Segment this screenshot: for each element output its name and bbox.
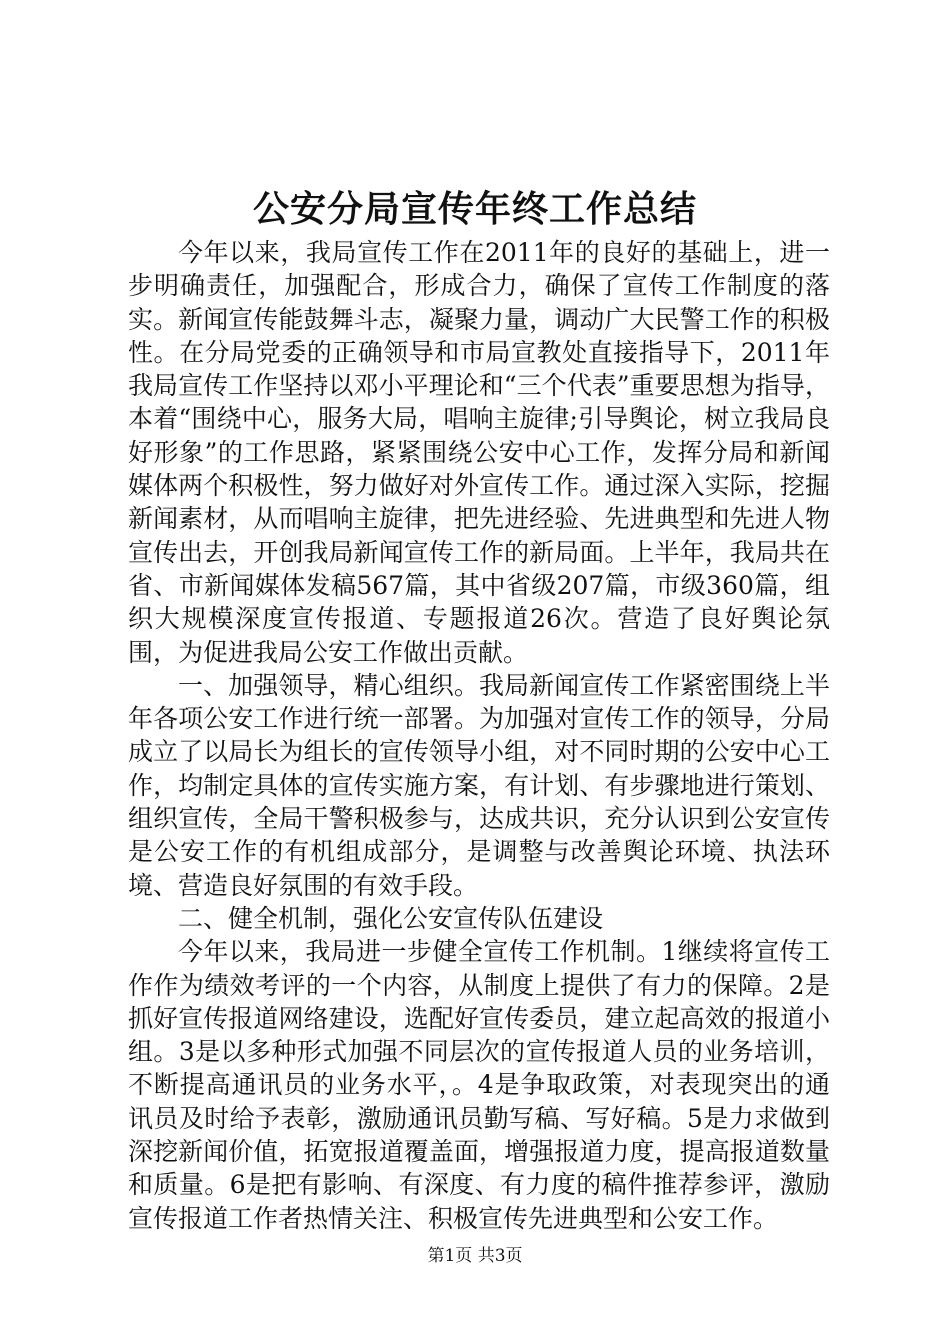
document-title: 公安分局宣传年终工作总结	[252, 188, 697, 230]
paragraph-intro: 今年以来，我局宣传工作在2011年的良好的基础上，进一步明确责任，加强配合，形成合力，确保了宣传工作制度的落实。新闻宣传能鼓舞斗志，凝聚力量，调动广大民警工作的积极性。在分局党委的正确领导和市局宣教处直接指导下，2011年我局宣传工作坚持以邓小平理论和“三个代表”重要思想为指导，本着“围绕中心，服务大局，唱响主旋律;引导舆论，树立我局良好形象”的工作思路，紧紧围绕公安中心工作，发挥分局和新闻媒体两个积极性，努力做好对外宣传工作。通过深入实际，挖掘新闻素材，从而唱响主旋律，把先进经验、先进典型和先进人物宣传出去，开创我局新闻宣传工作的新局面。上半年，我局共在省、市新闻媒体发稿567篇，其中省级207篇，市级360篇，组织大规模深度宣传报道、专题报道26次。营造了良好舆论氛围，为促进我局公安工作做出贡献。	[128, 238, 830, 667]
paragraph-section-one: 一、加强领导，精心组织。我局新闻宣传工作紧密围绕上半年各项公安工作进行统一部署。为加强对宣传工作的领导，分局成立了以局长为组长的宣传领导小组，对不同时期的公安中心工作，均制定具体的宣传实施方案，有计划、有步骤地进行策划、组织宣传，全局干警积极参与，达成共识，充分认识到公安宣传是公安工作的有机组成部分，是调整与改善舆论环境、执法环境、营造良好氛围的有效手段。	[128, 670, 830, 900]
section-heading-two: 二、健全机制，强化公安宣传队伍建设	[178, 903, 604, 933]
paragraph-section-two: 今年以来，我局进一步健全宣传工作机制。1继续将宣传工作作为绩效考评的一个内容，从制度上提供了有力的保障。2是抓好宣传报道网络建设，选配好宣传委员，建立起高效的报道小组。3是以多种形式加强不同层次的宣传报道人员的业务培训，不断提高通讯员的业务水平，。4是争取政策，对表现突出的通讯员及时给予表彰，激励通讯员勤写稿、写好稿。5是力求做到深挖新闻价值，拓宽报道覆盖面，增强报道力度，提高报道数量和质量。6是把有影响、有深度、有力度的稿件推荐参评，激励宣传报道工作者热情关注、积极宣传先进典型和公安工作。	[128, 937, 830, 1233]
document-body	[128, 236, 830, 1235]
page-footer: 第1页 共3页	[427, 1246, 523, 1266]
